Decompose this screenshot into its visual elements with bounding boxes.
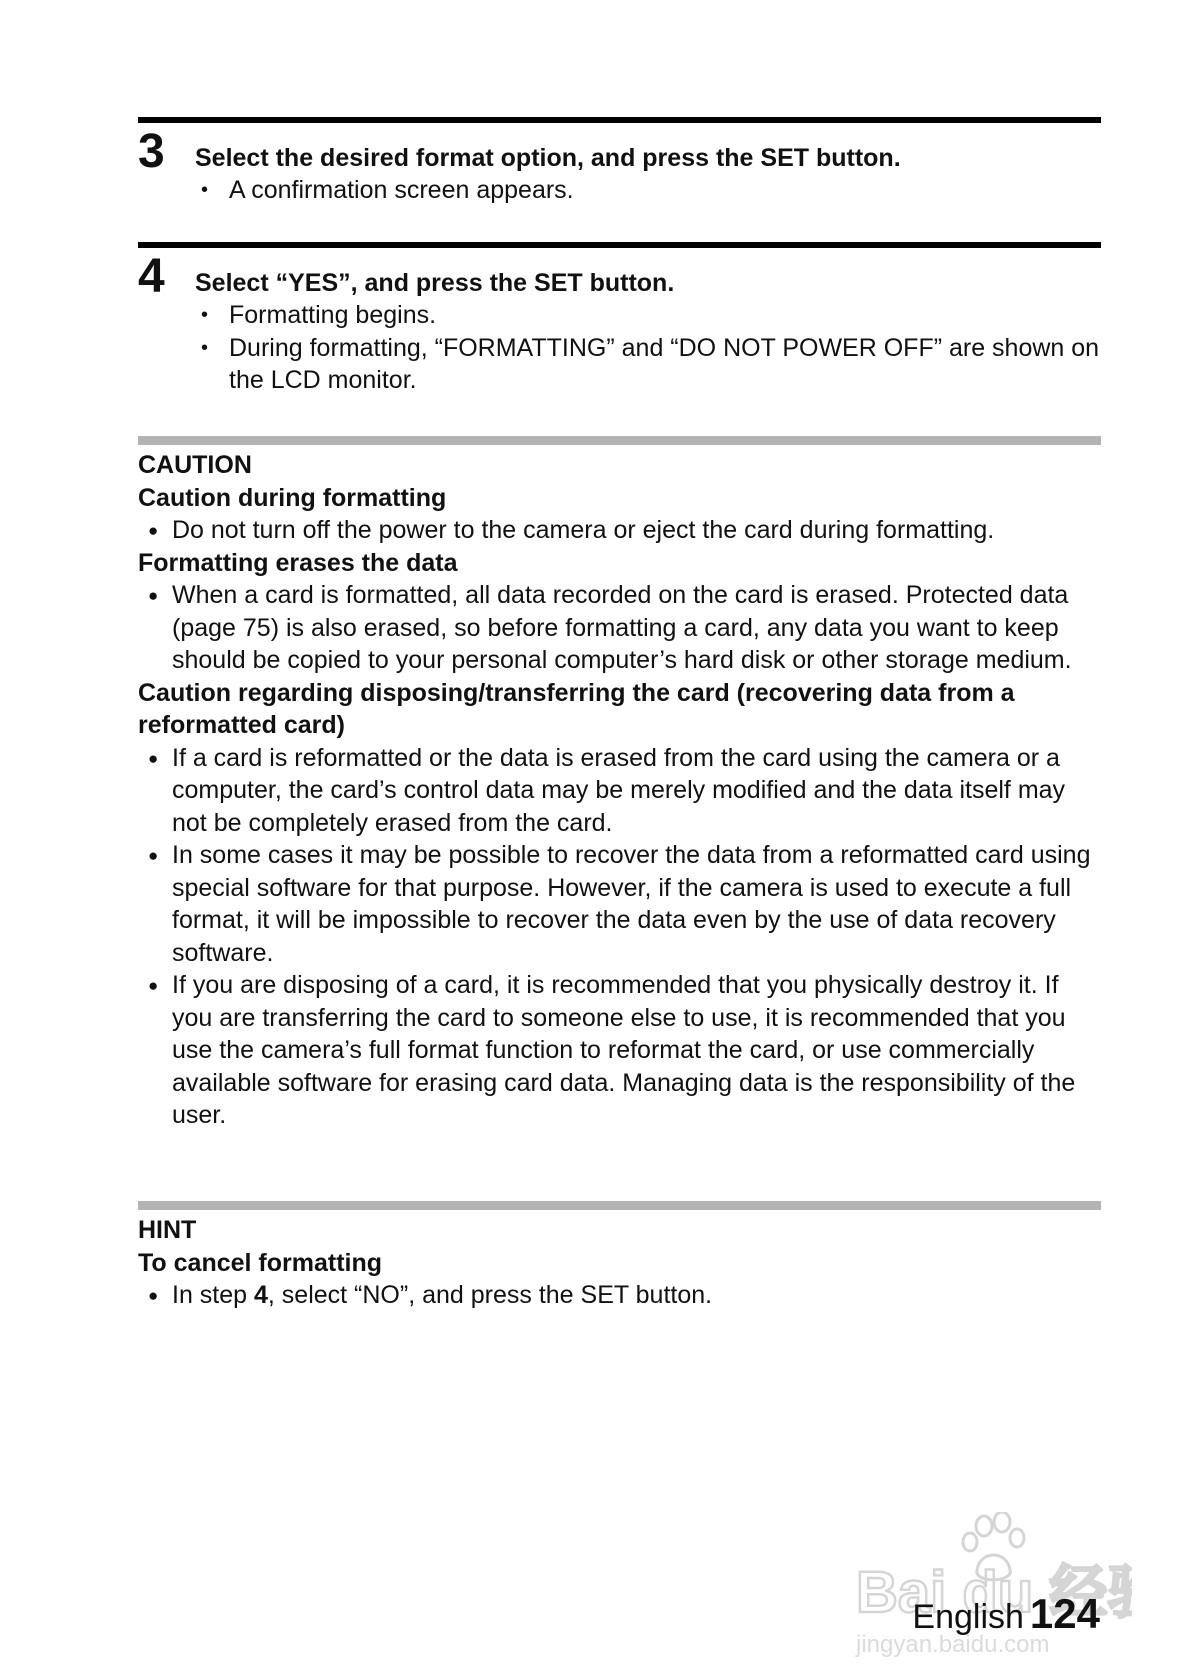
step-4-number: 4	[138, 250, 165, 303]
step-4-divider	[138, 242, 1101, 248]
caution-erase-list	[138, 579, 1101, 677]
step-4-bullet: • Formatting begins.	[195, 299, 1101, 332]
caution-formatting-list	[138, 514, 1101, 547]
caution-disposing-list	[138, 742, 1101, 1132]
step-4-title: Select “YES”, and press the SET button.	[195, 269, 675, 297]
hint-item-prefix: In step	[172, 1281, 254, 1309]
hint-subheading: To cancel formatting	[138, 1248, 383, 1277]
caution-heading: CAUTION	[138, 451, 252, 479]
step-3-bullet: • A confirmation screen appears.	[195, 174, 1101, 207]
list-item: ● If you are disposing of a card, it is recommended that you physically destroy it. If you are transferring the card to someone else to use, it is recommended that you use the camera’s full format function to reformat the card, or use commercially available software for erasing card data. Managing data is the responsibility of the user.	[138, 969, 1101, 1132]
list-item: ● When a card is formatted, all data recorded on the card is erased. Protected data (page 75) is also erased, so before formatting a card, any data you want to keep should be copied to your personal computer’s hard disk or other storage medium.	[138, 579, 1101, 677]
step-4-bullets	[195, 299, 1101, 397]
hint-section	[138, 1214, 1101, 1312]
hint-item-suffix: , select “NO”, and press the SET button.	[267, 1281, 713, 1309]
baidu-logo-icon	[852, 1512, 1132, 1662]
hint-divider	[138, 1201, 1101, 1210]
hint-heading: HINT	[138, 1216, 197, 1244]
caution-section	[138, 449, 1101, 1132]
page-number: 124	[1029, 1590, 1100, 1637]
page-footer	[912, 1590, 1100, 1638]
caution-subheading-formatting: Caution during formatting	[138, 483, 447, 512]
step-3-number: 3	[138, 125, 165, 178]
hint-step-ref: 4	[254, 1281, 268, 1309]
step-3-bullets	[195, 174, 1101, 207]
step-4	[138, 250, 1101, 403]
list-item: ● In some cases it may be possible to recover the data from a reformatted card using special software for that purpose. However, if the camera is used to execute a full format, it will be impossible to recover the data even by the use of data recovery software.	[138, 839, 1101, 969]
step-3-divider	[138, 117, 1101, 123]
svg-text:jingyan.baidu.com: jingyan.baidu.com	[856, 1631, 1050, 1658]
caution-subheading-erase: Formatting erases the data	[138, 548, 458, 577]
footer-language: English	[912, 1598, 1024, 1636]
step-4-bullet: • During formatting, “FORMATTING” and “DO NOT POWER OFF” are shown on the LCD monitor.	[195, 332, 1101, 397]
step-3-title: Select the desired format option, and press the SET button.	[195, 144, 901, 172]
caution-subheading-disposing: Caution regarding disposing/transferring the card (recovering data from a reformatted card)	[138, 678, 1015, 739]
caution-divider	[138, 436, 1101, 445]
svg-text:Bai du 经验: Bai du 经	[856, 1560, 1108, 1625]
hint-list	[138, 1279, 1101, 1312]
list-item: ● Do not turn off the power to the camera or eject the card during formatting.	[138, 514, 1101, 547]
step-3	[138, 125, 1101, 208]
list-item	[138, 1279, 1101, 1312]
list-item: ● If a card is reformatted or the data is erased from the card using the camera or a computer, the card’s control data may be merely modified and the data itself may not be completely erased from the card.	[138, 742, 1101, 840]
